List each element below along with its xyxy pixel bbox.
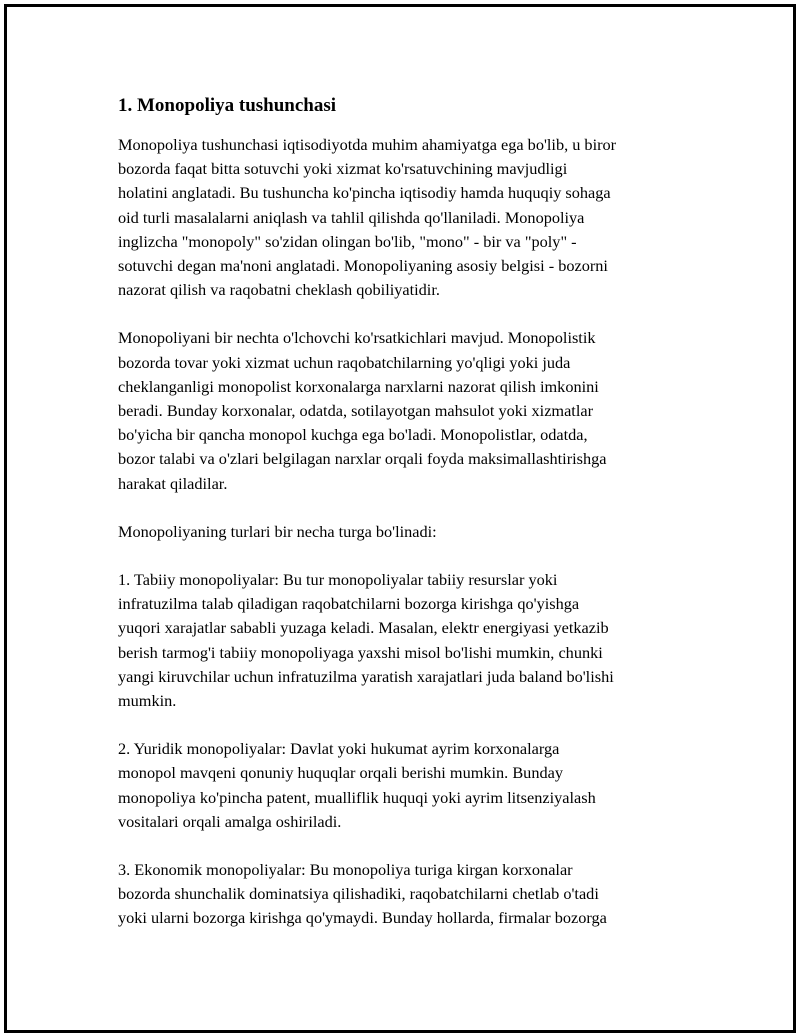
paragraph-line: yuqori xarajatlar sababli yuzaga keladi. Masalan, elektr energiyasi yetkazib [118, 618, 609, 638]
paragraph-line: nazorat qilish va raqobatni cheklash qobiliyatidir. [118, 280, 440, 300]
paragraph-line: 1. Tabiiy monopoliyalar: Bu tur monopoliyalar tabiiy resurslar yoki [118, 570, 558, 590]
paragraph-line: infratuzilma talab qiladigan raqobatchilarni bozorga kirishga qo'yishga [118, 594, 580, 614]
paragraph-line: bozorda tovar yoki xizmat uchun raqobatchilarning yo'qligi yoki juda [118, 352, 571, 372]
paragraph-line: yoki ularni bozorga kirishga qo'ymaydi. Bunday hollarda, firmalar bozorga [118, 908, 607, 928]
paragraph-line: Monopoliyani bir nechta o'lchovchi ko'rsatkichlari mavjud. Monopolistik [118, 328, 596, 348]
paragraph-line: yangi kiruvchilar uchun infratuzilma yaratish xarajatlari juda baland bo'lishi [118, 666, 614, 686]
paragraph-line: bozorda faqat bitta sotuvchi yoki xizmat ko'rsatuvchining mavjudligi [118, 159, 568, 179]
paragraph-line: Monopoliyaning turlari bir necha turga bo'linadi: [118, 521, 437, 541]
paragraph-line: 2. Yuridik monopoliyalar: Davlat yoki hukumat ayrim korxonalarga [118, 739, 560, 759]
paragraph [118, 737, 690, 834]
paragraph-line: cheklanganligi monopolist korxonalarga narxlarni nazorat qilish imkonini [118, 376, 599, 396]
paragraph-line: 3. Ekonomik monopoliyalar: Bu monopoliya turiga kirgan korxonalar [118, 860, 573, 880]
paragraph-line: holatini anglatadi. Bu tushuncha ko'pincha iqtisodiy hamda huquqiy sohaga [118, 183, 611, 203]
paragraph-line: bozor talabi va o'zlari belgilagan narxlar orqali foyda maksimallashtirishga [118, 449, 607, 469]
section-heading: 1. Monopoliya tushunchasi [118, 95, 337, 116]
paragraph-line: inglizcha "monopoly" so'zidan olingan bo'lib, "mono" - bir va "poly" - [118, 231, 577, 251]
paragraph-line: Monopoliya tushunchasi iqtisodiyotda muhim ahamiyatga ega bo'lib, u biror [118, 135, 617, 154]
paragraph [118, 858, 690, 931]
paragraph-line: beradi. Bunday korxonalar, odatda, sotilayotgan mahsulot yoki xizmatlar [118, 401, 594, 421]
paragraph-line: mumkin. [118, 691, 177, 711]
paragraph-line: berish tarmog'i tabiiy monopoliyaga yaxshi misol bo'lishi mumkin, chunki [118, 642, 603, 662]
document-body [118, 93, 690, 955]
paragraph-line: bozorda shunchalik dominatsiya qilishadiki, raqobatchilarni chetlab o'tadi [118, 884, 599, 904]
paragraph-line: harakat qiladilar. [118, 473, 228, 493]
paragraph-line: sotuvchi degan ma'noni anglatadi. Monopoliyaning asosiy belgisi - bozorni [118, 256, 608, 276]
paragraph [118, 568, 690, 713]
paragraph-line: monopol mavqeni qonuniy huquqlar orqali berishi mumkin. Bunday [118, 763, 563, 783]
paragraph [118, 520, 690, 544]
paragraph-line: oid turli masalalarni aniqlash va tahlil qilishda qo'llaniladi. Monopoliya [118, 207, 585, 227]
paragraph [118, 133, 690, 302]
paragraph-container [118, 133, 690, 931]
paragraph [118, 326, 690, 495]
paragraph-line: monopoliya ko'pincha patent, mualliflik huquqi yoki ayrim litsenziyalash [118, 787, 596, 807]
paragraph-line: vositalari orqali amalga oshiriladi. [118, 811, 342, 831]
paragraph-line: bo'yicha bir qancha monopol kuchga ega bo'ladi. Monopolistlar, odatda, [118, 425, 588, 445]
